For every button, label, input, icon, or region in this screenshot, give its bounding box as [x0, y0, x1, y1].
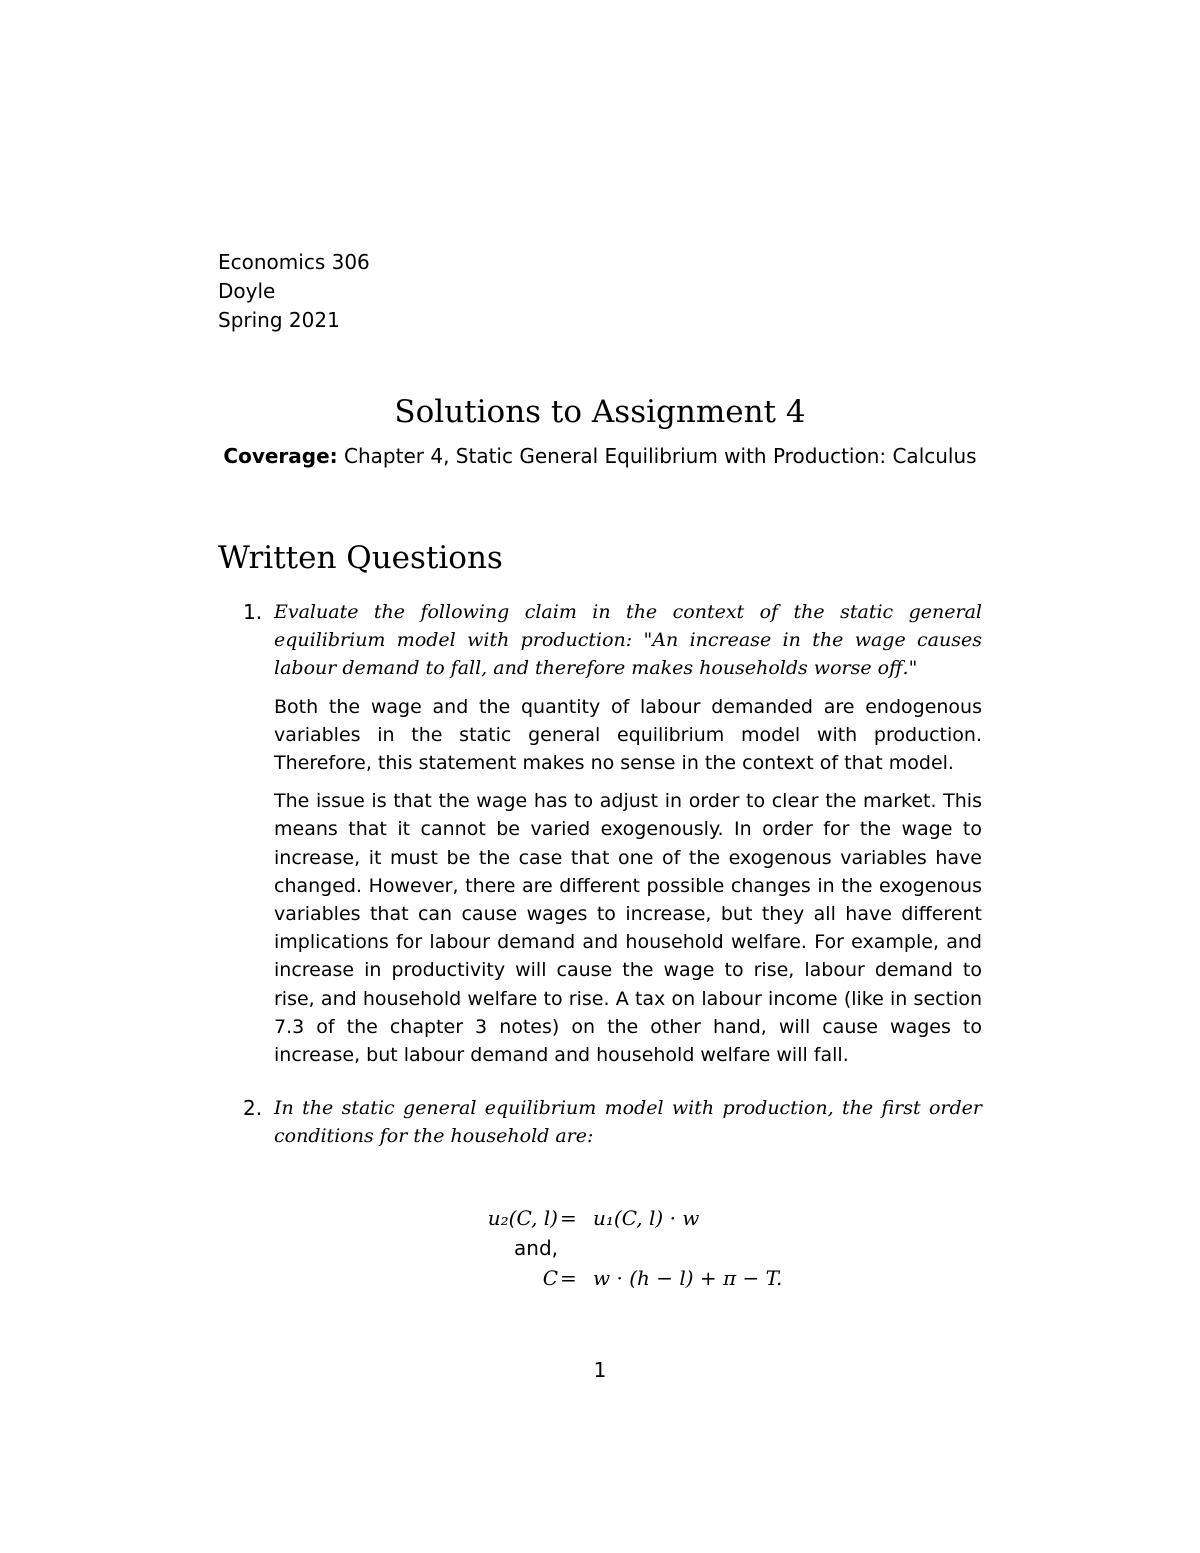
equation-row: [400, 1206, 820, 1236]
equation-rhs: u₁(C, l) · w: [593, 1206, 700, 1230]
instructor-name: Doyle: [218, 279, 276, 303]
question-prompt: Evaluate the following claim in the context of the static general equilibrium model with production: "An increase in the wage causes labour demand to fall, and therefore makes households worse off.": [274, 601, 982, 680]
question-1: [274, 598, 982, 1079]
question-2: [274, 1094, 982, 1160]
section-heading: Written Questions: [218, 540, 503, 576]
equation-connector: and,: [514, 1236, 558, 1260]
course-name: Economics 306: [218, 250, 370, 274]
coverage-line: [200, 442, 1000, 471]
question-number: 2.: [243, 1096, 263, 1120]
coverage-text: Chapter 4, Static General Equilibrium with Production: Calculus: [344, 444, 977, 468]
equation-block: [400, 1206, 820, 1296]
equation-row: [400, 1236, 820, 1266]
coverage-label: Coverage:: [223, 444, 338, 468]
term: Spring 2021: [218, 308, 340, 332]
question-number: 1.: [243, 600, 263, 624]
question-prompt: In the static general equilibrium model with production, the first order conditions for the household are:: [274, 1097, 982, 1148]
page-number: 1: [593, 1358, 607, 1382]
document-title: Solutions to Assignment 4: [394, 394, 806, 430]
equation-rhs: w · (h − l) + π − T.: [593, 1266, 783, 1290]
equals-sign: =: [560, 1206, 577, 1230]
equation-lhs: C: [542, 1266, 558, 1290]
equation-row: [400, 1266, 820, 1296]
answer-paragraph: The issue is that the wage has to adjust in order to clear the market. This means that it cannot be varied exogenously. In order for the wage to increase, it must be the case that one of the exogenous variables have changed. However, there are different possible changes in the exogenous variables that can cause wages to increase, but they all have different implications for labour demand and household welfare. For example, and increase in productivity will cause the wage to rise, labour demand to rise, and household welfare to rise. A tax on labour income (like in section 7.3 of the chapter 3 notes) on the other hand, will cause wages to increase, but labour demand and household welfare will fall.: [274, 790, 982, 1067]
equation-lhs: u₂(C, l): [487, 1206, 558, 1230]
answer-paragraph: Both the wage and the quantity of labour demanded are endogenous variables in the static general equilibrium model with production. Therefore, this statement makes no sense in the context of that model.: [274, 695, 982, 775]
equals-sign: =: [560, 1266, 577, 1290]
document-header: [218, 248, 370, 335]
